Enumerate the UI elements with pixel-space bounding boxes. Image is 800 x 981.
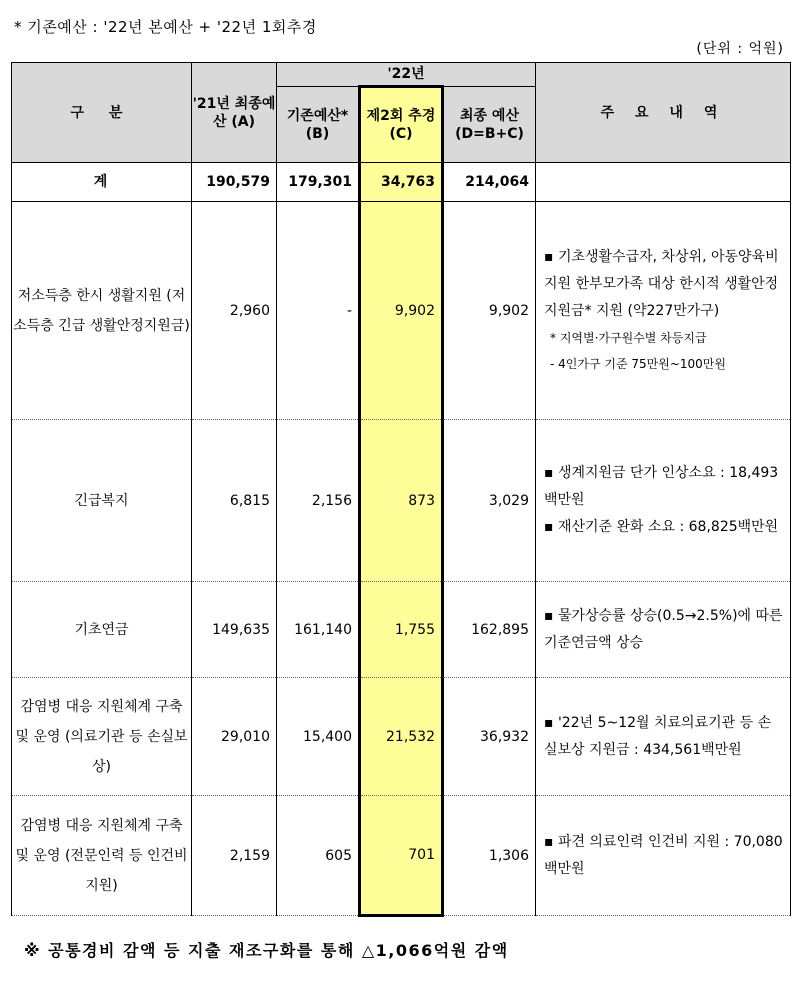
table-row bbox=[12, 678, 791, 796]
row-b: - bbox=[277, 202, 360, 420]
detail-item: ▪ 재산기준 완화 소요 : 68,825백만원 bbox=[544, 519, 779, 535]
top-note: * 기존예산 : '22년 본예산 + '22년 1회추경 bbox=[14, 18, 317, 36]
header-category: 구 분 bbox=[12, 63, 192, 163]
total-row bbox=[12, 163, 791, 202]
row-d: 3,029 bbox=[443, 420, 536, 582]
row-details bbox=[536, 582, 791, 678]
budget-table bbox=[11, 62, 791, 917]
row-c: 9,902 bbox=[360, 202, 443, 420]
row-name: 기초연금 bbox=[12, 582, 192, 678]
total-b: 179,301 bbox=[277, 163, 360, 202]
row-name: 감염병 대응 지원체계 구축 및 운영 (전문인력 등 인건비 지원) bbox=[12, 796, 192, 916]
table-row bbox=[12, 582, 791, 678]
table-row bbox=[12, 420, 791, 582]
header-supp2: 제2회 추경 (C) bbox=[360, 87, 443, 163]
detail-subitem: * 지역별·가구원수별 차등지급 bbox=[550, 331, 707, 345]
row-b: 605 bbox=[277, 796, 360, 916]
row-a: 2,159 bbox=[192, 796, 277, 916]
unit-label: (단위 : 억원) bbox=[696, 41, 784, 57]
row-d: 162,895 bbox=[443, 582, 536, 678]
row-c: 701 bbox=[360, 796, 443, 916]
detail-item: ▪ 파견 의료인력 인건비 지원 : 70,080백만원 bbox=[544, 833, 783, 877]
row-a: 6,815 bbox=[192, 420, 277, 582]
total-d: 214,064 bbox=[443, 163, 536, 202]
detail-item: ▪ 물가상승률 상승(0.5→2.5%)에 따른 기준연금액 상승 bbox=[544, 607, 783, 651]
row-d: 36,932 bbox=[443, 678, 536, 796]
row-a: 2,960 bbox=[192, 202, 277, 420]
total-details bbox=[536, 163, 791, 202]
header-existing: 기존예산* (B) bbox=[277, 87, 360, 163]
total-c: 34,763 bbox=[360, 163, 443, 202]
header-details: 주 요 내 역 bbox=[536, 63, 791, 163]
detail-item: ▪ '22년 5~12월 치료의료기관 등 손실보상 지원금 : 434,561백만원 bbox=[544, 714, 772, 758]
row-c: 873 bbox=[360, 420, 443, 582]
row-name: 저소득층 한시 생활지원 (저소득층 긴급 생활안정지원금) bbox=[12, 202, 192, 420]
row-name: 감염병 대응 지원체계 구축 및 운영 (의료기관 등 손실보상) bbox=[12, 678, 192, 796]
row-details bbox=[536, 678, 791, 796]
row-d: 1,306 bbox=[443, 796, 536, 916]
row-a: 29,010 bbox=[192, 678, 277, 796]
row-details bbox=[536, 202, 791, 420]
row-details bbox=[536, 796, 791, 916]
header-final: 최종 예산 (D=B+C) bbox=[443, 87, 536, 163]
detail-subitem: - 4인가구 기준 75만원~100만원 bbox=[550, 357, 726, 371]
row-a: 149,635 bbox=[192, 582, 277, 678]
total-label: 계 bbox=[12, 163, 192, 202]
row-d: 9,902 bbox=[443, 202, 536, 420]
row-name: 긴급복지 bbox=[12, 420, 192, 582]
detail-item: ▪ 기초생활수급자, 차상위, 아동양육비지원 한부모가족 대상 한시적 생활안정 지원금* 지원 (약227만가구) bbox=[544, 249, 779, 319]
footnote: ※ 공통경비 감액 등 지출 재조구화를 통해 △1,066억원 감액 bbox=[24, 941, 509, 960]
total-a: 190,579 bbox=[192, 163, 277, 202]
row-b: 161,140 bbox=[277, 582, 360, 678]
row-b: 15,400 bbox=[277, 678, 360, 796]
row-c: 1,755 bbox=[360, 582, 443, 678]
table-row bbox=[12, 796, 791, 916]
header-y21: '21년 최종예산 (A) bbox=[192, 63, 277, 163]
row-details bbox=[536, 420, 791, 582]
header-y22: '22년 bbox=[277, 63, 536, 87]
row-b: 2,156 bbox=[277, 420, 360, 582]
table-row bbox=[12, 202, 791, 420]
row-c: 21,532 bbox=[360, 678, 443, 796]
detail-item: ▪ 생계지원금 단가 인상소요 : 18,493백만원 bbox=[544, 465, 779, 508]
